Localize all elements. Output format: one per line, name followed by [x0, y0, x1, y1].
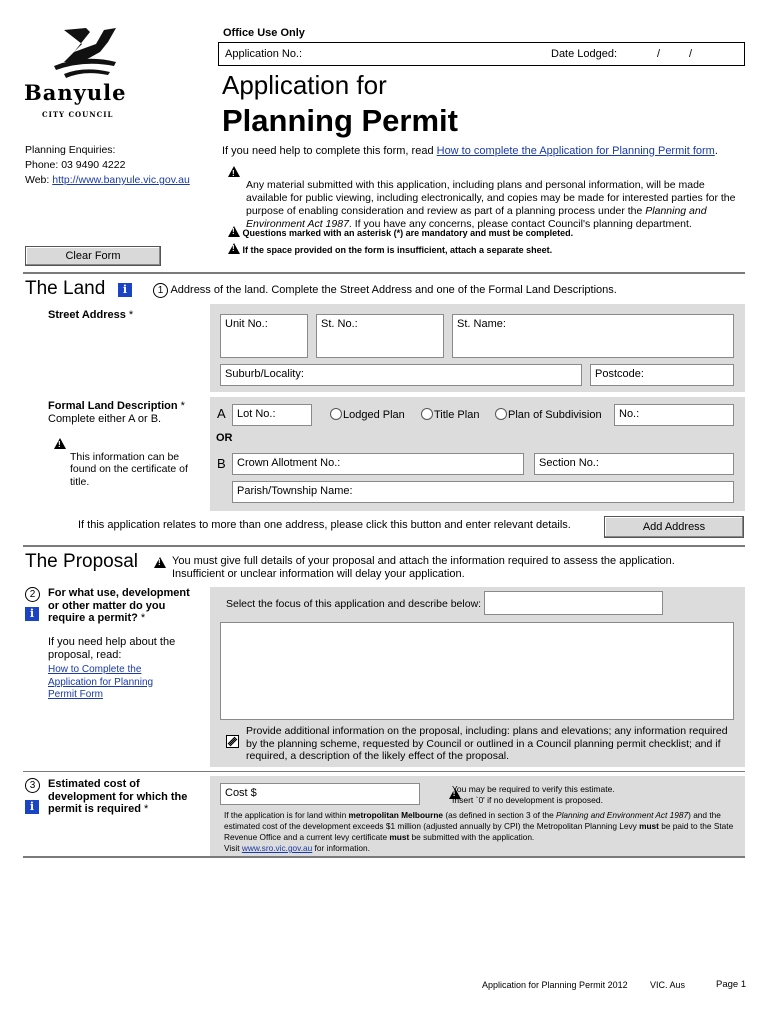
- multiple-address-note: If this application relates to more than one address, please click this button and enter relevant details.: [78, 519, 571, 531]
- the-proposal-heading: The Proposal: [25, 551, 139, 572]
- warning-icon: [228, 166, 240, 177]
- crown-allotment-field[interactable]: Crown Allotment No.:: [232, 453, 524, 475]
- proposal-notice: You must give full details of your proposal and attach the information required to assess the application. Insufficient or unclear information will delay your application.: [172, 555, 675, 580]
- lodged-plan-radio[interactable]: Lodged Plan: [330, 408, 405, 421]
- parish-township-field[interactable]: Parish/Township Name:: [232, 481, 734, 503]
- sro-link[interactable]: www.sro.vic.gov.au: [241, 843, 313, 853]
- radio-icon[interactable]: [495, 408, 507, 420]
- street-address-label: Street Address *: [48, 309, 134, 321]
- title-plan-radio[interactable]: Title Plan: [421, 408, 479, 421]
- website-link[interactable]: http://www.banyule.vic.gov.au: [52, 174, 190, 186]
- option-b-label: B: [217, 456, 226, 471]
- office-use-box: [218, 42, 745, 66]
- section-divider: [23, 545, 745, 547]
- application-no-label: Application No.:: [225, 48, 303, 60]
- street-no-field[interactable]: St. No.:: [316, 314, 444, 358]
- form-title-line2: Planning Permit: [222, 103, 458, 138]
- mandatory-note: ! Questions marked with an asterisk (*) are mandatory and must be completed.: [228, 226, 573, 238]
- footer-page-number: Page 1: [716, 979, 747, 990]
- plan-no-field[interactable]: No.:: [614, 404, 734, 426]
- section-divider: [23, 771, 745, 772]
- lot-no-field[interactable]: Lot No.:: [232, 404, 312, 426]
- focus-select[interactable]: [484, 591, 663, 615]
- section-divider: [23, 272, 745, 274]
- office-use-title: Office Use Only: [223, 27, 305, 39]
- warning-icon: [228, 243, 240, 254]
- suburb-field[interactable]: Suburb/Locality:: [220, 364, 582, 386]
- date-separator: /: [689, 48, 693, 60]
- question-number: 2: [25, 587, 40, 602]
- question-number: 3: [25, 778, 40, 793]
- proposal-help-link[interactable]: How to Complete the Application for Planning Permit Form: [48, 664, 154, 700]
- date-separator: /: [657, 48, 661, 60]
- certificate-note: ! This information can be found on the certificate of title.: [54, 437, 204, 488]
- proposal-description-textarea[interactable]: [220, 622, 734, 720]
- contact-info: [25, 143, 190, 188]
- info-icon[interactable]: i: [25, 607, 39, 621]
- info-icon[interactable]: i: [118, 283, 132, 297]
- help-text: If you need help to complete this form, read How to complete the Application for Planning Permit form.: [222, 145, 718, 157]
- postcode-field[interactable]: Postcode:: [590, 364, 734, 386]
- warning-icon: [54, 438, 66, 449]
- section-no-field[interactable]: Section No.:: [534, 453, 734, 475]
- phone-number: Phone: 03 9490 4222: [25, 159, 126, 171]
- or-label: OR: [216, 432, 233, 444]
- website-line: Web: http://www.banyule.vic.gov.au: [25, 174, 190, 186]
- question-3: 3 i Estimated cost of development for which the permit is required *: [25, 778, 200, 816]
- bird-logo-icon: [24, 22, 144, 84]
- logo-subtitle: CITY COUNCIL: [42, 110, 114, 119]
- street-name-field[interactable]: St. Name:: [452, 314, 734, 358]
- cost-field[interactable]: Cost $: [220, 783, 420, 805]
- option-a-label: A: [217, 406, 226, 421]
- the-land-heading: The Land: [25, 278, 106, 299]
- question-2: 2 i For what use, development or other matter do you require a permit? *: [25, 587, 200, 625]
- radio-icon[interactable]: [330, 408, 342, 420]
- clear-form-button[interactable]: Clear Form: [25, 246, 161, 266]
- additional-info-note: Provide additional information on the proposal, including: plans and elevations; any information required by the planning scheme, requested by Council or outlined in a Council planning permit checklist; and if required, a description of the likely effect of the proposal.: [226, 725, 736, 763]
- footer-form-name: Application for Planning Permit 2012: [482, 980, 628, 990]
- public-material-notice: ! Any material submitted with this application, including plans and personal information, will be made available for public viewing, including electronically, and copies may be made for interested parties for the purpose of enabling consideration and review as part of a planning process under the Planning and Environment Act 1987. If you have any concerns, please contact Council's planning department.: [228, 165, 748, 231]
- logo-name: Banyule: [24, 80, 127, 105]
- question-1: 1 Address of the land. Complete the Street Address and one of the Formal Land Descriptions.: [153, 283, 617, 298]
- warning-icon: [154, 557, 166, 568]
- plan-of-subdivision-radio[interactable]: Plan of Subdivision: [495, 408, 602, 421]
- proposal-help-text: If you need help about the proposal, read:: [48, 636, 176, 661]
- levy-note: If the application is for land within metropolitan Melbourne (as defined in section 3 of the Planning and Environment Act 1987) and the estimated cost of the development exceeds $1 million (adjusted annually by CPI) the Metropolitan Planning Levy must be paid to the State Revenue Office and a current levy certificate must be submitted with the application. Visit www.sro.vic.gov.au for information.: [224, 810, 734, 853]
- footer-state: VIC. Aus: [650, 980, 686, 990]
- insufficient-note: ! If the space provided on the form is insufficient, attach a separate sheet.: [228, 243, 552, 255]
- add-address-button[interactable]: Add Address: [604, 516, 744, 538]
- formal-land-label: Formal Land Description * Complete either A or B.: [48, 400, 185, 425]
- form-title-line1: Application for: [222, 70, 387, 100]
- help-link[interactable]: How to complete the Application for Planning Permit form: [436, 145, 715, 157]
- planning-enquiries-label: Planning Enquiries:: [25, 144, 116, 156]
- verify-note: You may be required to verify this estimate. Insert `0' if no development is proposed.: [452, 784, 615, 805]
- warning-icon: [228, 226, 240, 237]
- question-number: 1: [153, 283, 168, 298]
- focus-label: Select the focus of this application and describe below:: [226, 598, 482, 610]
- unit-no-field[interactable]: Unit No.:: [220, 314, 308, 358]
- pencil-note-icon: [226, 735, 239, 748]
- radio-icon[interactable]: [421, 408, 433, 420]
- section-divider: [23, 856, 745, 858]
- banyule-logo: [24, 22, 144, 122]
- date-lodged-label: Date Lodged:: [551, 48, 618, 60]
- info-icon[interactable]: i: [25, 800, 39, 814]
